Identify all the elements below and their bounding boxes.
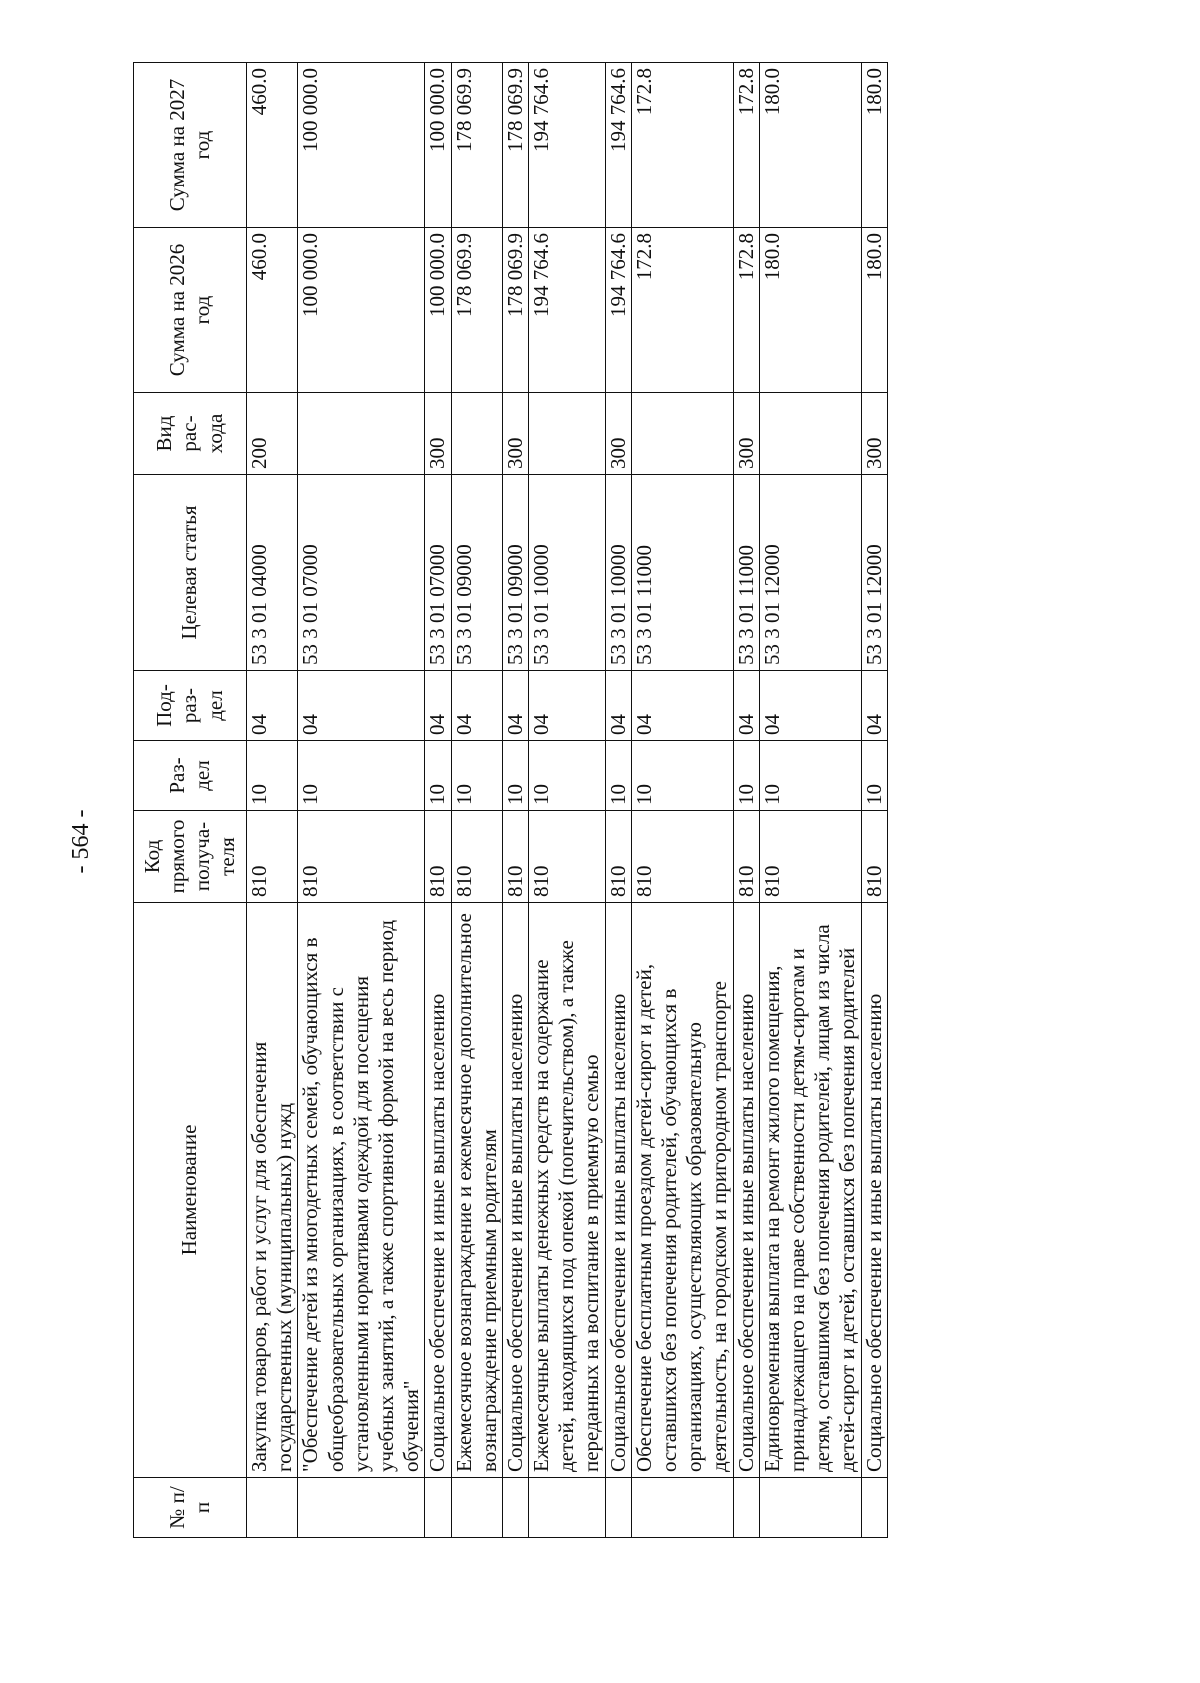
cell-sum-2027: 100 000.0	[298, 63, 425, 228]
cell-name: Социальное обеспечение и иные выплаты населению	[425, 903, 451, 1478]
header-subsection: Под-раз-дел	[134, 671, 247, 741]
cell-sum-2027: 180.0	[759, 63, 861, 228]
cell-expense-type	[631, 393, 733, 475]
cell-recipient-code: 810	[425, 811, 451, 903]
cell-section: 10	[759, 741, 861, 811]
table-row	[451, 63, 502, 1538]
cell-expense-type	[298, 393, 425, 475]
table-row	[733, 63, 759, 1538]
cell-expense-type	[529, 393, 606, 475]
table-header-row	[134, 63, 247, 1538]
cell-subsection: 04	[631, 671, 733, 741]
cell-subsection: 04	[759, 671, 861, 741]
header-target-article: Целевая статья	[134, 475, 247, 671]
cell-sum-2026: 100 000.0	[425, 228, 451, 393]
cell-name: Социальное обеспечение и иные выплаты населению	[733, 903, 759, 1478]
cell-subsection: 04	[247, 671, 298, 741]
header-num: № п/п	[134, 1478, 247, 1538]
cell-recipient-code: 810	[861, 811, 887, 903]
cell-sum-2027: 178 069.9	[451, 63, 502, 228]
cell-subsection: 04	[529, 671, 606, 741]
cell-subsection: 04	[605, 671, 631, 741]
cell-name: Единовременная выплата на ремонт жилого помещения, принадлежащего на праве собственности детям-сиротам и детям, оставшимся без попечения родителей, лицам из числа детей-сирот и детей, оставшихся без попечения родителей	[759, 903, 861, 1478]
cell-subsection: 04	[861, 671, 887, 741]
cell-recipient-code: 810	[529, 811, 606, 903]
cell-expense-type: 300	[733, 393, 759, 475]
table-row	[529, 63, 606, 1538]
cell-section: 10	[425, 741, 451, 811]
cell-recipient-code: 810	[451, 811, 502, 903]
cell-sum-2026: 172.8	[631, 228, 733, 393]
cell-sum-2026: 100 000.0	[298, 228, 425, 393]
cell-target-article: 53 3 01 04000	[247, 475, 298, 671]
cell-recipient-code: 810	[502, 811, 528, 903]
cell-target-article: 53 3 01 10000	[529, 475, 606, 671]
cell-sum-2027: 178 069.9	[502, 63, 528, 228]
budget-table	[133, 62, 888, 1538]
cell-subsection: 04	[502, 671, 528, 741]
cell-section: 10	[451, 741, 502, 811]
cell-expense-type	[451, 393, 502, 475]
cell-name: Социальное обеспечение и иные выплаты населению	[861, 903, 887, 1478]
table-row	[425, 63, 451, 1538]
cell-name: Социальное обеспечение и иные выплаты населению	[605, 903, 631, 1478]
cell-section: 10	[502, 741, 528, 811]
cell-recipient-code: 810	[247, 811, 298, 903]
table-row	[759, 63, 861, 1538]
cell-section: 10	[298, 741, 425, 811]
cell-sum-2026: 172.8	[733, 228, 759, 393]
cell-target-article: 53 3 01 07000	[425, 475, 451, 671]
cell-subsection: 04	[298, 671, 425, 741]
cell-sum-2027: 194 764.6	[605, 63, 631, 228]
cell-target-article: 53 3 01 09000	[451, 475, 502, 671]
cell-sum-2026: 180.0	[861, 228, 887, 393]
cell-target-article: 53 3 01 11000	[733, 475, 759, 671]
header-sum-2027: Сумма на 2027 год	[134, 63, 247, 228]
cell-sum-2026: 460.0	[247, 228, 298, 393]
cell-sum-2027: 194 764.6	[529, 63, 606, 228]
cell-target-article: 53 3 01 12000	[759, 475, 861, 671]
cell-num	[451, 1478, 502, 1538]
cell-target-article: 53 3 01 07000	[298, 475, 425, 671]
cell-subsection: 04	[425, 671, 451, 741]
cell-num	[759, 1478, 861, 1538]
cell-sum-2026: 178 069.9	[502, 228, 528, 393]
table-body	[247, 63, 888, 1538]
cell-expense-type: 300	[861, 393, 887, 475]
table-row	[247, 63, 298, 1538]
table-row	[502, 63, 528, 1538]
cell-num	[298, 1478, 425, 1538]
cell-num	[733, 1478, 759, 1538]
cell-num	[861, 1478, 887, 1538]
cell-expense-type	[759, 393, 861, 475]
cell-recipient-code: 810	[759, 811, 861, 903]
cell-target-article: 53 3 01 12000	[861, 475, 887, 671]
cell-name: Социальное обеспечение и иные выплаты населению	[502, 903, 528, 1478]
cell-name: Обеспечение бесплатным проездом детей-сирот и детей, оставшихся без попечения родителей, обучающихся в организациях, осуществляющих образовательную деятельность, на городском и пригородном транспорте	[631, 903, 733, 1478]
cell-expense-type: 300	[425, 393, 451, 475]
cell-section: 10	[605, 741, 631, 811]
header-name: Наименование	[134, 903, 247, 1478]
cell-sum-2027: 172.8	[733, 63, 759, 228]
header-recipient-code: Код прямого получа-теля	[134, 811, 247, 903]
page-number: - 564 -	[68, 809, 94, 874]
cell-expense-type: 300	[502, 393, 528, 475]
cell-target-article: 53 3 01 09000	[502, 475, 528, 671]
cell-num	[529, 1478, 606, 1538]
cell-name: "Обеспечение детей из многодетных семей, обучающихся в общеобразовательных организациях, в соответствии с установленными нормативами одеждой для посещения учебных занятий, а также спортивной формой на весь период обучения"	[298, 903, 425, 1478]
table-row	[298, 63, 425, 1538]
table-row	[605, 63, 631, 1538]
cell-section: 10	[529, 741, 606, 811]
cell-num	[605, 1478, 631, 1538]
cell-name: Закупка товаров, работ и услуг для обеспечения государственных (муниципальных) нужд	[247, 903, 298, 1478]
cell-expense-type: 200	[247, 393, 298, 475]
header-sum-2026: Сумма на 2026 год	[134, 228, 247, 393]
cell-section: 10	[733, 741, 759, 811]
cell-target-article: 53 3 01 11000	[631, 475, 733, 671]
cell-section: 10	[631, 741, 733, 811]
cell-sum-2026: 178 069.9	[451, 228, 502, 393]
cell-recipient-code: 810	[631, 811, 733, 903]
cell-target-article: 53 3 01 10000	[605, 475, 631, 671]
cell-sum-2026: 194 764.6	[605, 228, 631, 393]
cell-subsection: 04	[451, 671, 502, 741]
cell-sum-2026: 194 764.6	[529, 228, 606, 393]
table-row	[861, 63, 887, 1538]
cell-recipient-code: 810	[733, 811, 759, 903]
cell-num	[247, 1478, 298, 1538]
cell-section: 10	[247, 741, 298, 811]
header-section: Раз-дел	[134, 741, 247, 811]
cell-num	[425, 1478, 451, 1538]
cell-expense-type: 300	[605, 393, 631, 475]
header-expense-type: Вид рас-хода	[134, 393, 247, 475]
table-row	[631, 63, 733, 1538]
cell-num	[631, 1478, 733, 1538]
cell-subsection: 04	[733, 671, 759, 741]
cell-name: Ежемесячное вознаграждение и ежемесячное дополнительное вознаграждение приемным родителям	[451, 903, 502, 1478]
cell-sum-2027: 172.8	[631, 63, 733, 228]
cell-recipient-code: 810	[298, 811, 425, 903]
cell-section: 10	[861, 741, 887, 811]
cell-recipient-code: 810	[605, 811, 631, 903]
cell-sum-2026: 180.0	[759, 228, 861, 393]
cell-num	[502, 1478, 528, 1538]
cell-name: Ежемесячные выплаты денежных средств на содержание детей, находящихся под опекой (попечительством), а также переданных на воспитание в приемную семью	[529, 903, 606, 1478]
cell-sum-2027: 100 000.0	[425, 63, 451, 228]
cell-sum-2027: 180.0	[861, 63, 887, 228]
cell-sum-2027: 460.0	[247, 63, 298, 228]
